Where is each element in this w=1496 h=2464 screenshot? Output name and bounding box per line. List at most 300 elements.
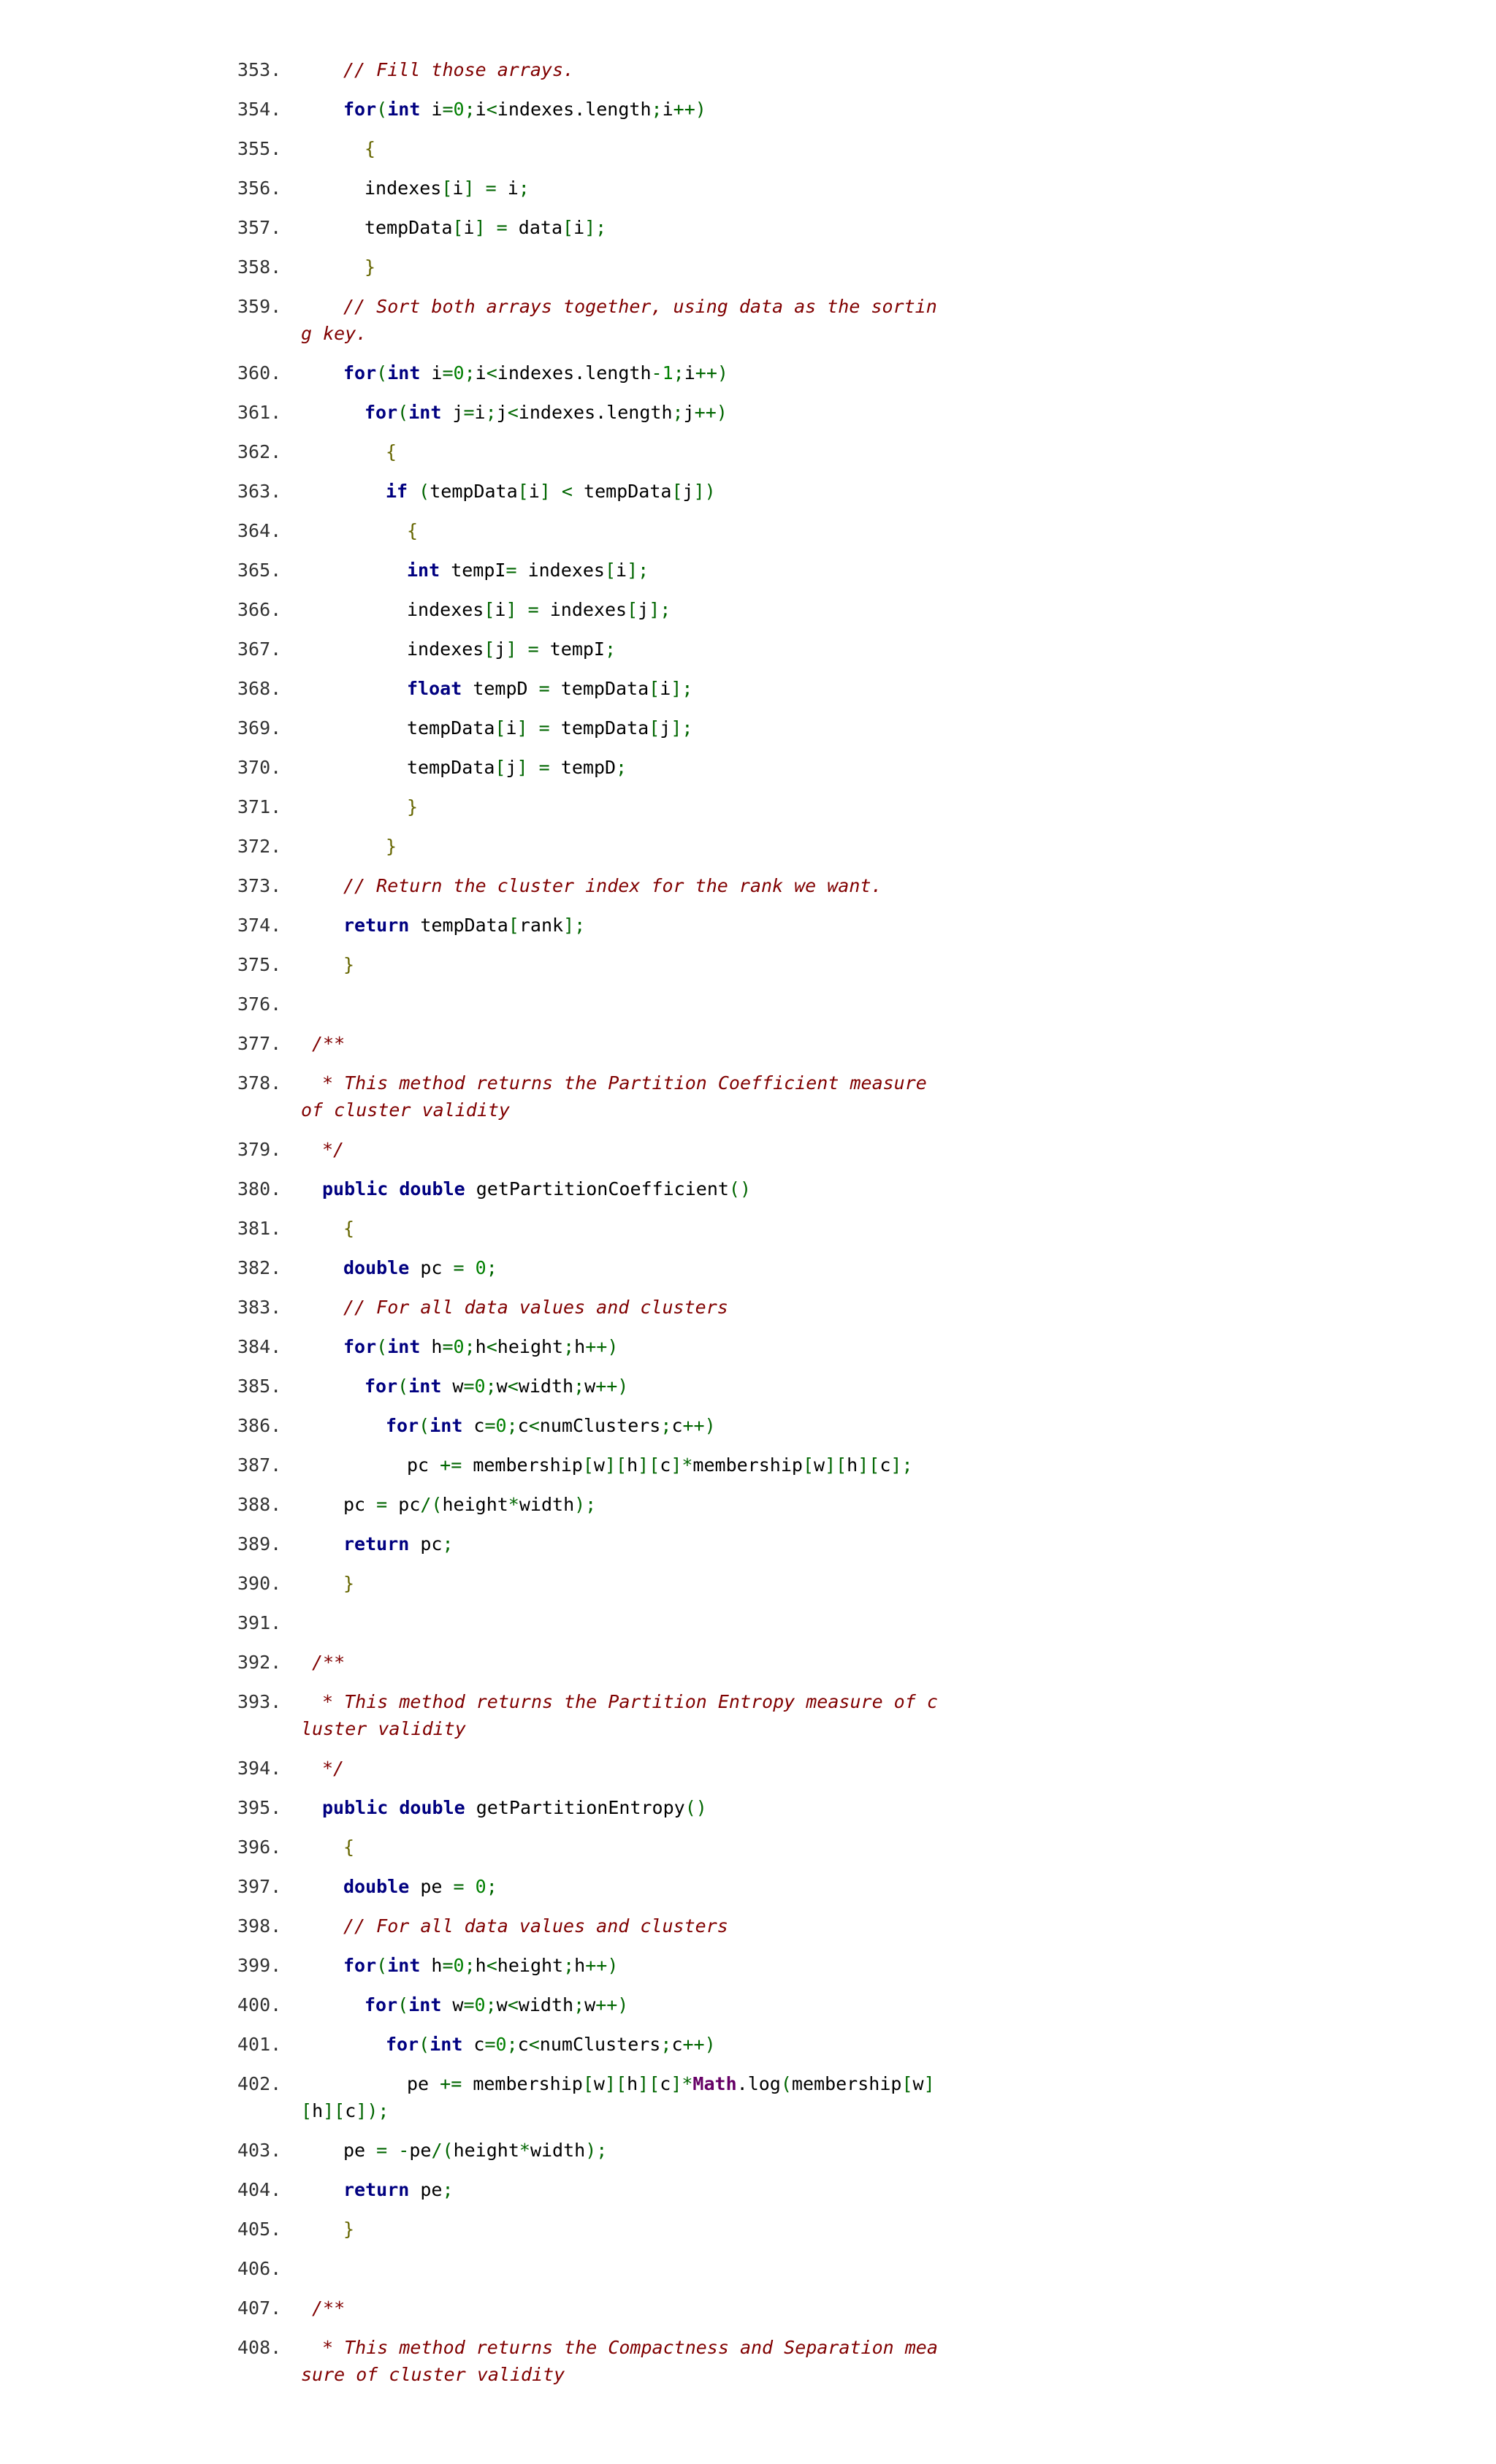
code-token: [ — [582, 2073, 594, 2094]
code-token: double — [343, 1257, 410, 1278]
line-number: 357. — [237, 217, 282, 238]
code-token: pc — [409, 1257, 454, 1278]
code-token: int — [430, 2034, 463, 2055]
code-token: ]; — [563, 915, 586, 936]
code-token: height — [453, 2140, 519, 2161]
line-number: 402. — [237, 2073, 282, 2094]
code-token: 0 — [453, 362, 465, 384]
code-token: for — [365, 402, 398, 423]
code-token: ]; — [627, 560, 649, 581]
code-token: pe — [343, 2140, 377, 2161]
code-token: ( — [376, 1336, 388, 1357]
code-token: j — [505, 757, 517, 778]
code-token: = — [463, 1994, 475, 2015]
code-token: height — [442, 1494, 508, 1515]
code-token: = — [538, 717, 550, 739]
code-token: = — [484, 2034, 496, 2055]
code-token: ; — [506, 1415, 518, 1436]
code-token: ] — [516, 717, 528, 739]
code-token: c — [517, 2034, 529, 2055]
code-token: { — [343, 1836, 355, 1858]
code-token: h — [475, 1336, 486, 1357]
code-token: [ — [802, 1454, 814, 1476]
code-text — [301, 438, 944, 465]
code-token: int — [387, 1955, 421, 1976]
line-number: 364. — [237, 520, 282, 541]
code-text — [301, 1452, 944, 1479]
code-token: /( — [431, 2140, 454, 2161]
code-text — [301, 1834, 944, 1861]
code-token: ( — [419, 2034, 430, 2055]
code-token: i — [475, 99, 486, 120]
code-token: ; — [442, 1533, 454, 1555]
code-text — [301, 359, 944, 386]
code-token: c — [660, 1454, 671, 1476]
code-token: [ — [495, 717, 506, 739]
code-token: for — [343, 362, 377, 384]
line-number: 387. — [237, 1454, 282, 1476]
code-token: [ — [627, 599, 638, 620]
code-token: /** — [312, 1033, 346, 1054]
code-token: for — [386, 2034, 419, 2055]
line-number: 382. — [237, 1257, 282, 1278]
code-token: 1 — [662, 362, 673, 384]
line-number: 398. — [237, 1915, 282, 1937]
code-text — [301, 557, 944, 584]
code-token: w — [441, 1376, 464, 1397]
code-text — [301, 1136, 944, 1163]
code-token: [ — [649, 717, 660, 739]
code-token: ; — [660, 1415, 672, 1436]
code-token: ++) — [595, 1994, 629, 2015]
code-token: if — [386, 481, 408, 502]
code-text — [301, 833, 944, 860]
code-token: ; — [604, 638, 617, 660]
line-number: 401. — [237, 2034, 282, 2055]
code-text — [301, 793, 944, 820]
code-token: += — [440, 1454, 462, 1476]
code-token: indexes — [365, 178, 442, 199]
code-token: ; — [651, 99, 663, 120]
code-token: indexes — [516, 560, 605, 581]
code-token — [551, 481, 562, 502]
code-token: membership — [462, 1454, 583, 1476]
code-token: = — [442, 362, 454, 384]
code-token: tempD — [462, 678, 539, 699]
code-text — [301, 1688, 944, 1742]
code-token: ]; — [671, 717, 693, 739]
line-number: 379. — [237, 1139, 282, 1160]
code-token: = — [453, 1876, 465, 1897]
line-number: 358. — [237, 256, 282, 278]
code-token: ++) — [694, 402, 728, 423]
code-token: pc — [409, 1533, 443, 1555]
code-token: h — [627, 1454, 638, 1476]
code-token: tempData — [407, 757, 495, 778]
code-token: [ — [484, 638, 495, 660]
code-text — [301, 675, 944, 702]
code-text — [301, 2031, 944, 2058]
code-token: // For all data values and clusters — [343, 1915, 728, 1937]
code-token: [ — [517, 481, 529, 502]
line-number: 407. — [237, 2297, 282, 2319]
code-text — [301, 2176, 944, 2203]
code-token: } — [365, 256, 376, 278]
code-text — [301, 872, 944, 899]
code-text — [301, 517, 944, 544]
code-token: [ — [508, 915, 519, 936]
code-text — [301, 1873, 944, 1900]
code-token — [408, 481, 419, 502]
code-token: int — [408, 1376, 442, 1397]
code-token: ++) — [585, 1955, 619, 1976]
code-token: ( — [376, 362, 388, 384]
code-token: ]; — [671, 678, 693, 699]
code-token: ++) — [673, 99, 706, 120]
code-token: i — [505, 717, 517, 739]
code-token: 0 — [474, 1376, 486, 1397]
code-token: ++) — [695, 362, 728, 384]
code-token: i — [452, 178, 464, 199]
code-token: ; — [464, 1955, 476, 1976]
code-token: ][ — [323, 2100, 346, 2121]
line-number: 386. — [237, 1415, 282, 1436]
code-token: double — [399, 1178, 465, 1199]
code-token: ; — [660, 2034, 672, 2055]
code-token: getPartitionCoefficient — [465, 1178, 729, 1199]
code-token: h — [574, 1336, 586, 1357]
code-token: tempData — [430, 481, 518, 502]
line-number: 366. — [237, 599, 282, 620]
code-token: numClusters — [539, 1415, 661, 1436]
line-number: 388. — [237, 1494, 282, 1515]
code-token: ] — [463, 178, 475, 199]
code-token: i — [573, 217, 585, 238]
line-number: 395. — [237, 1797, 282, 1818]
line-number: 369. — [237, 717, 282, 739]
code-token: { — [407, 520, 419, 541]
code-token: h — [627, 2073, 638, 2094]
code-token: ] — [505, 638, 517, 660]
code-token: ; — [573, 1994, 585, 2015]
code-token: < — [528, 1415, 540, 1436]
code-token: int — [387, 99, 421, 120]
code-token: ; — [464, 99, 476, 120]
code-token: i — [660, 678, 671, 699]
line-number: 381. — [237, 1218, 282, 1239]
code-token: pe — [409, 2179, 443, 2200]
code-token: indexes.length — [518, 402, 673, 423]
code-token: ++) — [585, 1336, 619, 1357]
code-token: h — [420, 1336, 443, 1357]
code-token: int — [408, 1994, 442, 2015]
code-token: // Sort both arrays together, using data as the sorting key. — [301, 296, 937, 344]
code-token: { — [365, 138, 376, 159]
code-token: for — [343, 99, 377, 120]
code-token: ( — [397, 1994, 409, 2015]
line-number: 406. — [237, 2258, 282, 2279]
code-token: = — [442, 99, 454, 120]
code-token: = — [376, 1494, 388, 1515]
code-token: * — [519, 2140, 530, 2161]
code-token: int — [387, 362, 421, 384]
code-token: ]* — [671, 1454, 693, 1476]
code-token: * This method returns the Compactness and Separation measure of cluster validity — [301, 2337, 938, 2385]
line-number: 365. — [237, 560, 282, 581]
code-token: c — [462, 1415, 485, 1436]
code-token: int — [408, 402, 442, 423]
code-token: 0 — [495, 2034, 507, 2055]
code-token: pc — [387, 1494, 421, 1515]
code-text — [301, 1570, 944, 1597]
code-token: = — [376, 2140, 388, 2161]
code-token: tempI — [538, 638, 605, 660]
code-token — [528, 717, 539, 739]
code-token: } — [386, 836, 397, 857]
line-number: 393. — [237, 1691, 282, 1712]
line-number: 377. — [237, 1033, 282, 1054]
code-text — [301, 596, 944, 623]
code-token: numClusters — [539, 2034, 661, 2055]
code-token: = — [442, 1336, 454, 1357]
code-token: ( — [419, 481, 430, 502]
code-token — [388, 1178, 399, 1199]
line-number: 368. — [237, 678, 282, 699]
code-token: /** — [312, 2297, 346, 2319]
code-token: width — [518, 1376, 574, 1397]
code-token: ( — [780, 2073, 792, 2094]
code-token: height — [497, 1955, 564, 1976]
code-token: i — [528, 481, 540, 502]
code-text — [301, 2295, 944, 2322]
code-token: ; — [672, 402, 684, 423]
code-token: membership — [462, 2073, 583, 2094]
code-token — [387, 2140, 398, 2161]
code-token: return — [343, 2179, 410, 2200]
line-number: 394. — [237, 1758, 282, 1779]
code-token: j — [496, 402, 508, 423]
code-text — [301, 56, 944, 83]
code-token: ; — [464, 362, 476, 384]
code-token: j — [682, 481, 694, 502]
code-token: = — [463, 402, 475, 423]
line-number: 389. — [237, 1533, 282, 1555]
code-token: < — [486, 362, 497, 384]
code-text — [301, 1491, 944, 1518]
code-token: ] — [505, 599, 517, 620]
code-token: ; — [485, 1994, 497, 2015]
code-token: ][ — [604, 1454, 627, 1476]
code-token: ( — [376, 1955, 388, 1976]
code-text — [301, 1333, 944, 1360]
code-token: w — [593, 1454, 605, 1476]
line-number: 360. — [237, 362, 282, 384]
code-token — [465, 1876, 476, 1897]
code-text — [301, 951, 944, 978]
code-token: c — [671, 1415, 683, 1436]
code-text — [301, 1991, 944, 2018]
code-token: j — [441, 402, 464, 423]
code-text — [301, 714, 944, 741]
code-token: ]) — [693, 481, 716, 502]
code-token: return — [343, 915, 410, 936]
code-token: - — [398, 2140, 410, 2161]
code-text — [301, 214, 944, 241]
code-token: ][ — [858, 1454, 880, 1476]
code-token: i — [662, 99, 673, 120]
code-token: pc — [343, 1494, 377, 1515]
code-token: j — [495, 638, 506, 660]
line-number: 373. — [237, 875, 282, 896]
code-token: * This method returns the Partition Entropy measure of cluster validity — [301, 1691, 938, 1739]
code-token: [ — [562, 217, 574, 238]
code-text — [301, 2216, 944, 2243]
code-text — [301, 96, 944, 123]
code-token: h — [847, 1454, 858, 1476]
code-text — [301, 2334, 944, 2388]
code-token: w — [441, 1994, 464, 2015]
code-token: < — [528, 2034, 540, 2055]
code-token: ; — [464, 1336, 476, 1357]
line-number: 396. — [237, 1836, 282, 1858]
code-token: ]* — [671, 2073, 693, 2094]
code-token: < — [486, 1955, 497, 1976]
code-token: i — [475, 362, 486, 384]
code-token: pc — [407, 1454, 440, 1476]
code-token: 0 — [475, 1257, 486, 1278]
code-token: public — [322, 1797, 389, 1818]
code-token: /** — [312, 1652, 346, 1673]
line-number: 404. — [237, 2179, 282, 2200]
code-token: ; — [485, 402, 497, 423]
code-token: ( — [419, 1415, 430, 1436]
line-number: 384. — [237, 1336, 282, 1357]
code-token: 0 — [474, 1994, 486, 2015]
code-token — [388, 1797, 399, 1818]
code-token: ][ — [301, 2073, 935, 2121]
code-token: for — [365, 1994, 398, 2015]
line-number: 400. — [237, 1994, 282, 2015]
code-text — [301, 293, 944, 347]
code-token — [465, 1257, 476, 1278]
line-number: 385. — [237, 1376, 282, 1397]
line-number: 392. — [237, 1652, 282, 1673]
line-number: 363. — [237, 481, 282, 502]
code-token: - — [651, 362, 663, 384]
code-token: [ — [484, 599, 495, 620]
code-token: h — [420, 1955, 443, 1976]
code-text — [301, 175, 944, 202]
code-text — [301, 135, 944, 162]
code-token: ( — [376, 99, 388, 120]
code-token: tempData — [409, 915, 508, 936]
code-token: = — [484, 1415, 496, 1436]
code-token: () — [684, 1797, 707, 1818]
code-token: public — [322, 1178, 389, 1199]
code-token: ] — [516, 757, 528, 778]
code-token: data — [507, 217, 562, 238]
code-token: width — [518, 1994, 574, 2015]
code-token: .log — [736, 2073, 781, 2094]
code-token: ][ — [825, 1454, 847, 1476]
code-token: } — [343, 2219, 355, 2240]
code-token: w — [584, 1994, 596, 2015]
code-token: < — [507, 1994, 519, 2015]
code-text — [301, 636, 944, 663]
line-number: 370. — [237, 757, 282, 778]
line-number: 403. — [237, 2140, 282, 2161]
code-token: [ — [452, 217, 464, 238]
code-token: i — [496, 178, 519, 199]
code-token: width — [530, 2140, 586, 2161]
code-text — [301, 1254, 944, 1281]
code-text — [301, 1175, 944, 1202]
code-text — [301, 1649, 944, 1676]
code-text — [301, 2137, 944, 2164]
code-token: for — [343, 1955, 377, 1976]
code-token: ( — [397, 402, 409, 423]
code-token: w — [593, 2073, 605, 2094]
code-token: membership — [692, 1454, 803, 1476]
code-token: ; — [673, 362, 684, 384]
code-token: 0 — [495, 1415, 507, 1436]
code-token: indexes.length — [497, 99, 652, 120]
code-token — [517, 638, 528, 660]
code-token: i — [474, 402, 486, 423]
code-token: ; — [563, 1955, 575, 1976]
code-token: i — [463, 217, 475, 238]
code-token: 0 — [453, 99, 465, 120]
code-token: ; — [563, 1336, 575, 1357]
code-token: < — [486, 1336, 497, 1357]
line-number: 391. — [237, 1612, 282, 1633]
code-token: * — [508, 1494, 519, 1515]
code-token: ++) — [682, 1415, 716, 1436]
code-token: c — [517, 1415, 529, 1436]
code-token: * This method returns the Partition Coefficient measure of cluster validity — [301, 1072, 938, 1121]
code-token: */ — [322, 1758, 345, 1779]
line-number: 375. — [237, 954, 282, 975]
line-number: 372. — [237, 836, 282, 857]
code-token: tempData — [572, 481, 672, 502]
code-token: i — [420, 362, 443, 384]
code-token: // Return the cluster index for the rank we want. — [343, 875, 882, 896]
code-token: [ — [495, 757, 506, 778]
code-token: j — [660, 717, 671, 739]
code-token: i — [616, 560, 627, 581]
code-token — [528, 757, 539, 778]
code-token: w — [584, 1376, 596, 1397]
code-token: ); — [574, 1494, 597, 1515]
code-token: ]; — [649, 599, 671, 620]
code-text — [301, 1794, 944, 1821]
code-text — [301, 399, 944, 426]
code-token: h — [475, 1955, 486, 1976]
line-number: 405. — [237, 2219, 282, 2240]
code-token: ; — [442, 2179, 454, 2200]
code-token: height — [497, 1336, 564, 1357]
code-token: i — [495, 599, 506, 620]
line-number: 376. — [237, 993, 282, 1015]
code-token: < — [561, 481, 573, 502]
code-token: ; — [506, 2034, 518, 2055]
line-number: 353. — [237, 59, 282, 80]
code-token: ] — [539, 481, 551, 502]
code-token: pe — [409, 2140, 432, 2161]
line-number: 380. — [237, 1178, 282, 1199]
code-text — [301, 1755, 944, 1782]
code-token: = — [527, 599, 539, 620]
